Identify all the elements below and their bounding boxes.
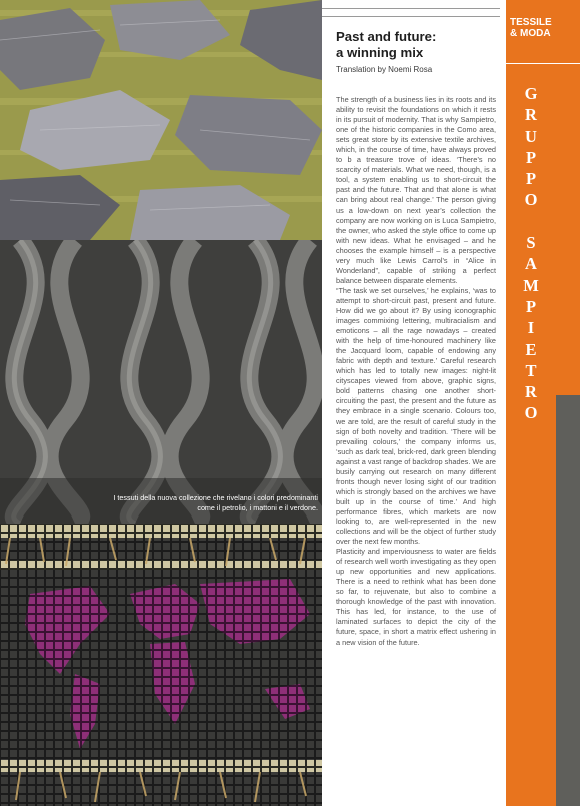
vertical-brand-letter: P — [525, 169, 537, 189]
section-tag-rule — [506, 63, 580, 64]
vertical-brand-letter: U — [525, 126, 537, 146]
article-paragraph: Plasticity and imperviousness to water are fields of research well worth investigating as they open up new opportunities and new applications. There is a need to rethink what has been done so far, to rejuvenate, but also to combine a thorough knowledge of the past with innovation. This has led, for instance, to the use of laminated surfaces to depict the city of the future, space, in short a matrix effect ushering in a new vision of the future. — [336, 547, 496, 647]
vertical-brand-letter: P — [525, 147, 537, 167]
vertical-brand-letter: T — [525, 360, 537, 380]
caption-line: come il petrolio, i mattoni e il verdone. — [197, 503, 318, 512]
fabric-photo-grey-weave — [0, 240, 322, 524]
vertical-brand-letter: R — [525, 382, 537, 402]
section-tag-line: & MODA — [510, 28, 551, 39]
article-paragraph: “The task we set ourselves,’ he explains, ‘was to attempt to short-circuit past, present and future. How did we go about it? By using iconographic images commixing lettering, multiracialism and emoticons – all the rage nowadays – created with the help of time-honoured machinery like the Jacquard loom, capable of endowing any fabric with depth and texture.’ Careful research which has led to totally new images: night-lit cityscapes viewed from above, graphic signs, bold patterns chasing one another short-circuiting the past, the present and the future as they embrace in a single scenario. Colours too, we are told, are the result of careful study in the sign of both novelty and tradition. ‘There will be prevailing colours,’ the company informs us, ‘such as dark teal, brick-red, dark green blending against a vast range of backdrop shades. We are busily carrying out research on many different fronts though never losing sight of our tradition which is strongly based on the archives we have built up in the course of time.’ And high performance fibres, which markets are now looking to, are well-represented in the new collections and will be the object of further study over the next few months. — [336, 285, 496, 547]
header-rule — [322, 8, 500, 9]
section-tag — [510, 17, 556, 39]
vertical-brand-letter: A — [525, 254, 537, 274]
section-tag-line: TESSILE — [510, 17, 552, 28]
vertical-brand-letter: M — [523, 275, 539, 295]
translation-credit: Translation by Noemi Rosa — [336, 65, 433, 74]
photo-caption — [80, 493, 318, 513]
vertical-brand-letter: P — [525, 296, 537, 316]
vertical-brand-letter: O — [524, 403, 538, 423]
article-body — [336, 95, 496, 648]
vertical-brand-letter: E — [525, 339, 537, 359]
article-title — [336, 29, 496, 61]
caption-line: I tessuti della nuova collezione che rivelano i colori predominanti — [113, 493, 318, 502]
vertical-brand-letter: S — [526, 233, 536, 253]
vertical-brand-name — [513, 83, 549, 424]
fabric-photo-world-map — [0, 524, 322, 806]
fabric-photo-grey-olive — [0, 0, 322, 240]
vertical-brand-letter — [513, 211, 549, 232]
vertical-brand-letter: I — [527, 318, 535, 338]
title-line: a winning mix — [336, 45, 424, 60]
article-paragraph: The strength of a business lies in its roots and its ability to revisit the foundations on which it rests in its pursuit of modernity. That is why Sampietro, one of the historic companies in the Como area, sets great store by its extensive textile archives, which, in the course of time, have always proved to b a treasure trove of ideas. ‘There’s no scarcity of materials. What we need, though, is a tool, a system enabling us to short-circuit the past and the future. That and that alone is what can bring about real change.’ The person giving us a low-down on next year’s collection the company are now working on is Luca Sampietro, the owner, who asked the style office to come up with new ideas. What he envisaged – and he chooses the example himself – is a perspective very much like Lewis Carrol’s in “Alice in Wonderland”, capable of striking a perfect balance between disparate elements. — [336, 95, 496, 285]
title-line: Past and future: — [336, 29, 437, 44]
vertical-brand-letter: R — [525, 105, 537, 125]
vertical-brand-letter: G — [524, 84, 538, 103]
column-divider — [322, 0, 325, 806]
header-rule — [322, 16, 500, 17]
vertical-brand-letter: O — [524, 190, 538, 210]
side-band-strip — [506, 395, 556, 806]
